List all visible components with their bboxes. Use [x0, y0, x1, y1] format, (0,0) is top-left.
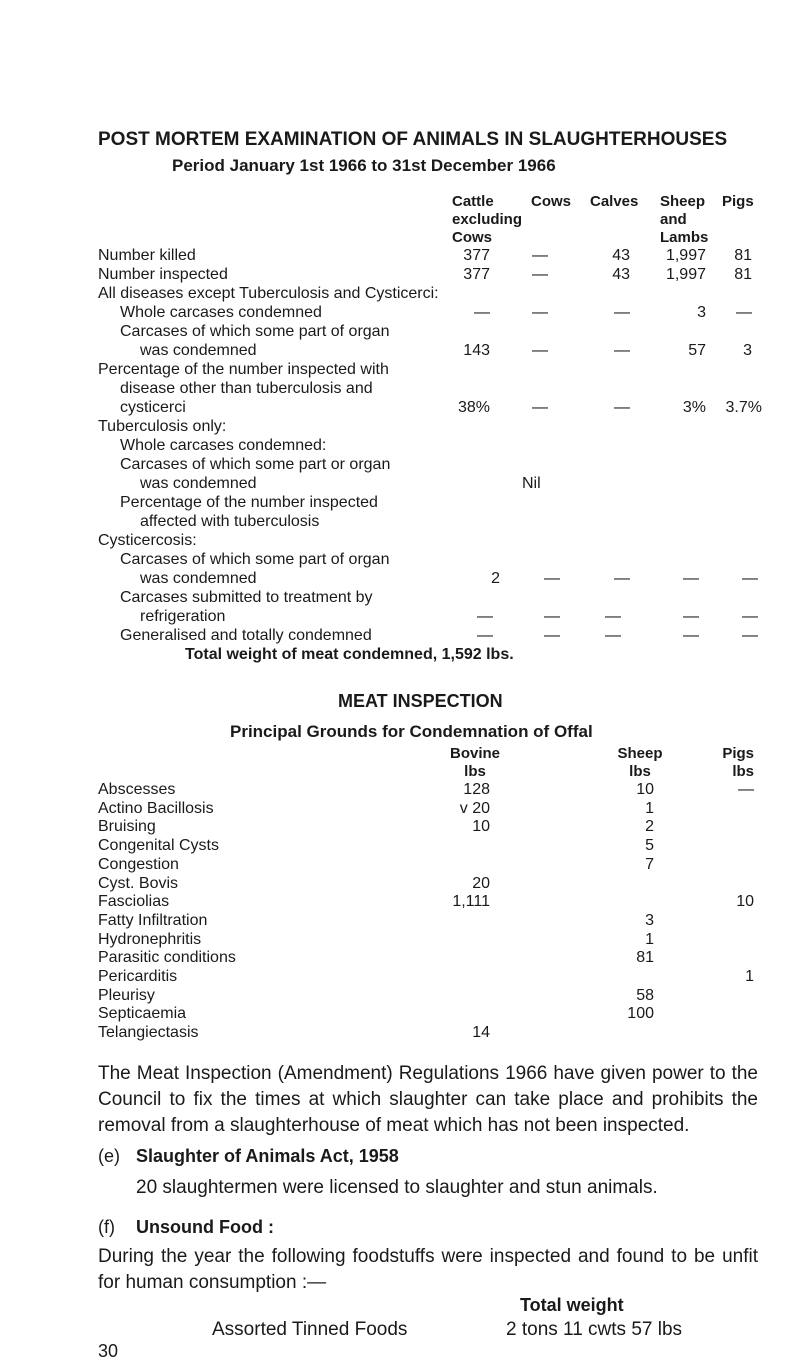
offal-cell-sheep: 3 — [645, 912, 654, 929]
cell-part-pigs: 3 — [743, 342, 752, 359]
col-header-pigs: Pigs — [722, 193, 754, 210]
cell-pct-calves: — — [614, 399, 630, 416]
offal-row-label: Septicaemia — [98, 1005, 187, 1022]
cell-cyst-gen-calves: — — [605, 627, 621, 644]
col-header-bovine: Bovine lbs — [449, 745, 500, 780]
all-diseases-heading: All diseases except Tuberculosis and Cysticerci: — [98, 285, 439, 302]
offal-cell-bovine: 14 — [472, 1024, 490, 1041]
meat-inspection-title: MEAT INSPECTION — [338, 691, 503, 711]
cell-cyst-refr-calves: — — [605, 608, 621, 625]
cell-cyst-part-calves: — — [614, 570, 630, 587]
offal-cell-sheep: 100 — [627, 1005, 654, 1022]
offal-cell-bovine: 128 — [463, 781, 490, 798]
cell-killed-cattle: 377 — [463, 247, 490, 264]
offal-row-label: Hydronephritis — [98, 931, 202, 948]
section-e-heading: Slaughter of Animals Act, 1958 — [136, 1146, 399, 1166]
col-header-offal-pigs: Pigs lbs — [722, 745, 754, 780]
cell-pct-cows: — — [532, 399, 548, 416]
col-header-cattle: Cattle excluding Cows — [452, 193, 523, 246]
offal-subtitle: Principal Grounds for Condemnation of Offal — [230, 722, 593, 741]
offal-row-label: Telangiectasis — [98, 1024, 199, 1041]
tinned-foods-weight: 2 tons 11 cwts 57 lbs — [506, 1319, 683, 1340]
cell-pct-cattle: 38% — [457, 399, 490, 416]
cell-part-calves: — — [614, 342, 630, 359]
row-label-part-condemned-2: was condemned — [140, 342, 257, 359]
row-label-inspected: Number inspected — [98, 266, 228, 283]
cell-whole-calves: — — [614, 304, 630, 321]
tb-part-condemned: Carcases of which some part or organ — [120, 456, 391, 473]
offal-cell-bovine: 10 — [472, 818, 490, 835]
cell-whole-cattle: — — [474, 304, 490, 321]
page-title: POST MORTEM EXAMINATION OF ANIMALS IN SLAUGHTERHOUSES — [98, 129, 728, 150]
cell-killed-sheep: 1,997 — [665, 247, 706, 264]
offal-cell-pigs: 1 — [745, 968, 754, 985]
cyst-generalised: Generalised and totally condemned — [120, 627, 372, 644]
offal-cell-sheep: 1 — [645, 800, 654, 817]
total-weight-condemned: Total weight of meat condemned, 1,592 lbs. — [185, 646, 514, 663]
section-f-text: During the year the following foodstuffs were inspected and found to be unfit for human consumption :— — [98, 1246, 758, 1293]
offal-cell-bovine: 1,111 — [452, 893, 490, 910]
offal-cell-bovine: v 20 — [459, 800, 490, 817]
offal-row-label: Bruising — [98, 818, 156, 835]
offal-row-label: Cyst. Bovis — [98, 875, 179, 892]
cell-killed-calves: 43 — [612, 247, 630, 264]
row-label-percentage-3: cysticerci — [120, 399, 186, 416]
cell-whole-pigs: — — [736, 304, 752, 321]
offal-row-label: Pleurisy — [98, 987, 155, 1004]
tb-nil-value: Nil — [522, 475, 541, 492]
cell-cyst-part-sheep: — — [683, 570, 699, 587]
cell-part-cattle: 143 — [463, 342, 490, 359]
cell-part-cows: — — [532, 342, 548, 359]
offal-row-label: Actino Bacillosis — [98, 800, 214, 817]
offal-cell-sheep: 81 — [636, 949, 654, 966]
offal-row-label: Parasitic conditions — [98, 949, 236, 966]
cell-inspected-cattle: 377 — [463, 266, 490, 283]
offal-row-label: Fatty Infiltration — [98, 912, 208, 929]
cell-inspected-calves: 43 — [612, 266, 630, 283]
cell-cyst-part-cattle: 2 — [491, 570, 500, 587]
tb-whole-carcases: Whole carcases condemned: — [120, 437, 327, 454]
tuberculosis-heading: Tuberculosis only: — [98, 418, 227, 435]
cell-cyst-gen-pigs: — — [742, 627, 758, 644]
offal-cell-sheep: 10 — [636, 781, 654, 798]
tb-percentage: Percentage of the number inspected — [120, 494, 378, 511]
tinned-foods-label: Assorted Tinned Foods — [212, 1319, 408, 1340]
cyst-refrigeration: Carcases submitted to treatment by — [120, 589, 373, 606]
offal-cell-sheep: 5 — [645, 837, 654, 854]
cell-cyst-refr-cattle: — — [477, 608, 493, 625]
section-f-letter: (f) — [98, 1217, 115, 1237]
cell-killed-pigs: 81 — [734, 247, 752, 264]
cell-cyst-refr-pigs: — — [742, 608, 758, 625]
offal-cell-bovine: 20 — [472, 875, 490, 892]
tb-percentage-2: affected with tuberculosis — [140, 513, 320, 530]
offal-row-label: Abscesses — [98, 781, 176, 798]
cell-pct-pigs: 3.7% — [725, 399, 762, 416]
section-f-heading: Unsound Food : — [136, 1217, 274, 1237]
offal-cell-pigs: 10 — [736, 893, 754, 910]
offal-row-label: Congenital Cysts — [98, 837, 219, 854]
cell-cyst-gen-sheep: — — [683, 627, 699, 644]
cysticercosis-heading: Cysticercosis: — [98, 532, 197, 549]
section-e-letter: (e) — [98, 1146, 120, 1166]
cell-whole-sheep: 3 — [697, 304, 706, 321]
cyst-part-condemned: Carcases of which some part of organ — [120, 551, 390, 568]
section-e-text: 20 slaughtermen were licensed to slaughter and stun animals. — [136, 1177, 658, 1198]
cell-part-sheep: 57 — [688, 342, 706, 359]
col-header-cows: Cows — [531, 193, 572, 210]
cyst-part-condemned-2: was condemned — [140, 570, 257, 587]
offal-row-label: Congestion — [98, 856, 179, 873]
offal-row-label: Pericarditis — [98, 968, 178, 985]
offal-cell-sheep: 2 — [645, 818, 654, 835]
row-label-part-condemned: Carcases of which some part of organ — [120, 323, 390, 340]
offal-row-label: Fasciolias — [98, 893, 170, 910]
offal-cell-sheep: 1 — [645, 931, 654, 948]
cell-pct-sheep: 3% — [682, 399, 706, 416]
offal-cell-sheep: 58 — [636, 987, 654, 1004]
row-label-whole-carcases: Whole carcases condemned — [120, 304, 322, 321]
row-label-percentage: Percentage of the number inspected with — [98, 361, 389, 378]
cell-cyst-part-cows: — — [544, 570, 560, 587]
cell-inspected-pigs: 81 — [734, 266, 752, 283]
cyst-refrigeration-2: refrigeration — [140, 608, 226, 625]
cell-inspected-cows: — — [532, 266, 548, 283]
offal-cell-pigs: — — [738, 781, 754, 798]
col-header-sheep: Sheep and Lambs — [660, 193, 709, 246]
page-number: 30 — [98, 1341, 119, 1361]
cell-cyst-gen-cattle: — — [477, 627, 493, 644]
cell-killed-cows: — — [532, 247, 548, 264]
regulations-paragraph: The Meat Inspection (Amendment) Regulations 1966 have given power to the Council to fix the times at which slaughter can take place and prohibits the removal from a slaughterhouse of meat which has not been inspected. — [98, 1063, 758, 1136]
period-subtitle: Period January 1st 1966 to 31st December 1966 — [172, 156, 556, 175]
tb-part-condemned-2: was condemned — [140, 475, 257, 492]
cell-cyst-gen-cows: — — [544, 627, 560, 644]
row-label-killed: Number killed — [98, 247, 196, 264]
cell-cyst-refr-sheep: — — [683, 608, 699, 625]
total-weight-heading: Total weight — [520, 1295, 624, 1315]
cell-inspected-sheep: 1,997 — [665, 266, 706, 283]
row-label-percentage-2: disease other than tuberculosis and — [120, 380, 373, 397]
cell-whole-cows: — — [532, 304, 548, 321]
cell-cyst-part-pigs: — — [742, 570, 758, 587]
cell-cyst-refr-cows: — — [544, 608, 560, 625]
col-header-calves: Calves — [590, 193, 639, 210]
col-header-offal-sheep: Sheep lbs — [617, 745, 663, 780]
offal-cell-sheep: 7 — [645, 856, 654, 873]
